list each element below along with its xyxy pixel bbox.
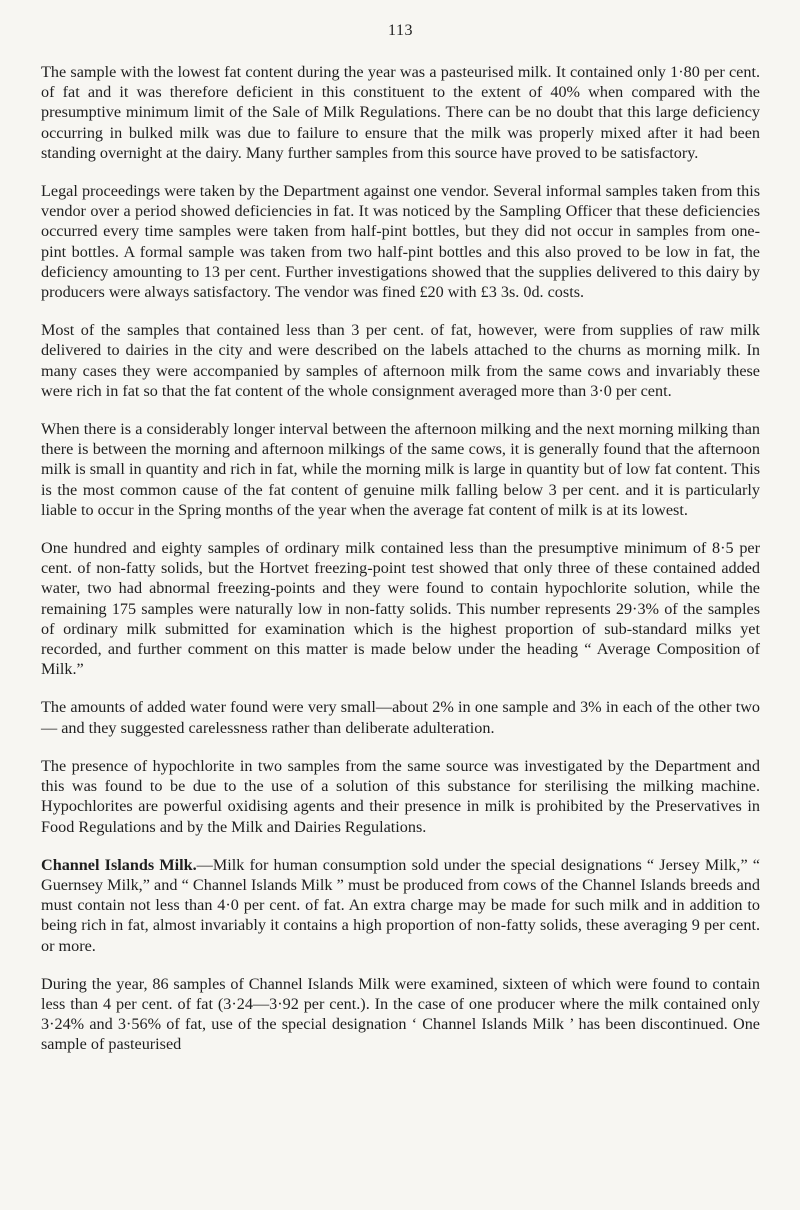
paragraph-channel-islands-milk <box>41 855 760 956</box>
paragraph-channel-islands-samples: During the year, 86 samples of Channel Islands Milk were examined, sixteen of which were found to contain less than 4 per cent. of fat (3·24—3·92 per cent.). In the case of one producer where the milk contained only 3·24% and 3·56% of fat, use of the special designation ‘ Channel Islands Milk ’ has been discontinued. One sample of pasteurised <box>41 974 760 1054</box>
paragraph-milking-interval: When there is a considerably longer interval between the afternoon milking and the next morning milking than there is between the morning and afternoon milkings of the same cows, it is generally found that the afternoon milk is small in quantity and rich in fat, while the morning milk is large in quantity but of low fat content. This is the most common cause of the fat content of genuine milk falling below 3 per cent. and it is particularly liable to occur in the Spring months of the year when the average fat content of milk is at its lowest. <box>41 420 760 519</box>
page-number: 113 <box>388 22 413 39</box>
paragraph-hypochlorite: The presence of hypochlorite in two samples from the same source was investigated by the Department and this was found to be due to the use of a solution of this substance for sterilising the milking machine. Hypochlorites are powerful oxidising agents and their presence in milk is prohibited by the Preservatives in Food Regulations and by the Milk and Dairies Regulations. <box>41 756 760 836</box>
paragraph-legal-proceedings: Legal proceedings were taken by the Department against one vendor. Several informal samples taken from this vendor over a period showed deficiencies in fat. It was noticed by the Sampling Officer that these deficiencies occurred every time samples were taken from half-pint bottles, but they did not occur in samples from one-pint bottles. A formal sample was taken from two half-pint bottles and this also proved to be low in fat, the deficiency amounting to 13 per cent. Further investigations showed that the supplies delivered to this dairy by producers were always satisfactory. The vendor was fined £20 with £3 3s. 0d. costs. <box>41 182 760 302</box>
section-heading-channel-islands-milk: Channel Islands Milk. <box>41 855 197 874</box>
paragraph-channel-islands-body: —Milk for human consumption sold under the special designations “ Jersey Milk,” “ Guernsey Milk,” and “ Channel Islands Milk ” must be produced from cows of the Channel Islands breeds and must contain not less than 4·0 per cent. of fat. An extra charge may be made for such milk and in addition to being rich in fat, almost invariably it contains a high proportion of non-fatty solids, these averaging 9 per cent. or more. <box>41 855 760 955</box>
paragraph-lowest-fat-sample: The sample with the lowest fat content during the year was a pasteurised milk. It contained only 1·80 per cent. of fat and it was therefore deficient in this constituent to the extent of 40% when compared with the presumptive minimum limit of the Sale of Milk Regulations. There can be no doubt that this large deficiency occurring in bulked milk was due to failure to ensure that the milk was properly mixed after it had been standing overnight at the dairy. Many further samples from this source have proved to be satisfactory. <box>41 63 760 162</box>
paragraph-added-water: The amounts of added water found were very small—about 2% in one sample and 3% in each of the other two — and they suggested carelessness rather than deliberate adulteration. <box>41 698 760 737</box>
paragraph-non-fatty-solids: One hundred and eighty samples of ordinary milk contained less than the presumptive minimum of 8·5 per cent. of non-fatty solids, but the Hortvet freezing-point test showed that only three of these contained added water, two had abnormal freezing-points and they were found to contain hypochlorite solution, while the remaining 175 samples were naturally low in non-fatty solids. This number represents 29·3% of the samples of ordinary milk submitted for examination which is the highest proportion of sub-standard milks yet recorded, and further comment on this matter is made below under the heading “ Average Composition of Milk.” <box>41 539 760 679</box>
paragraph-morning-milk: Most of the samples that contained less than 3 per cent. of fat, however, were from supplies of raw milk delivered to dairies in the city and were described on the labels attached to the churns as morning milk. In many cases they were accompanied by samples of afternoon milk from the same cows and invariably these were rich in fat so that the fat content of the whole consignment averaged more than 3·0 per cent. <box>41 321 760 400</box>
